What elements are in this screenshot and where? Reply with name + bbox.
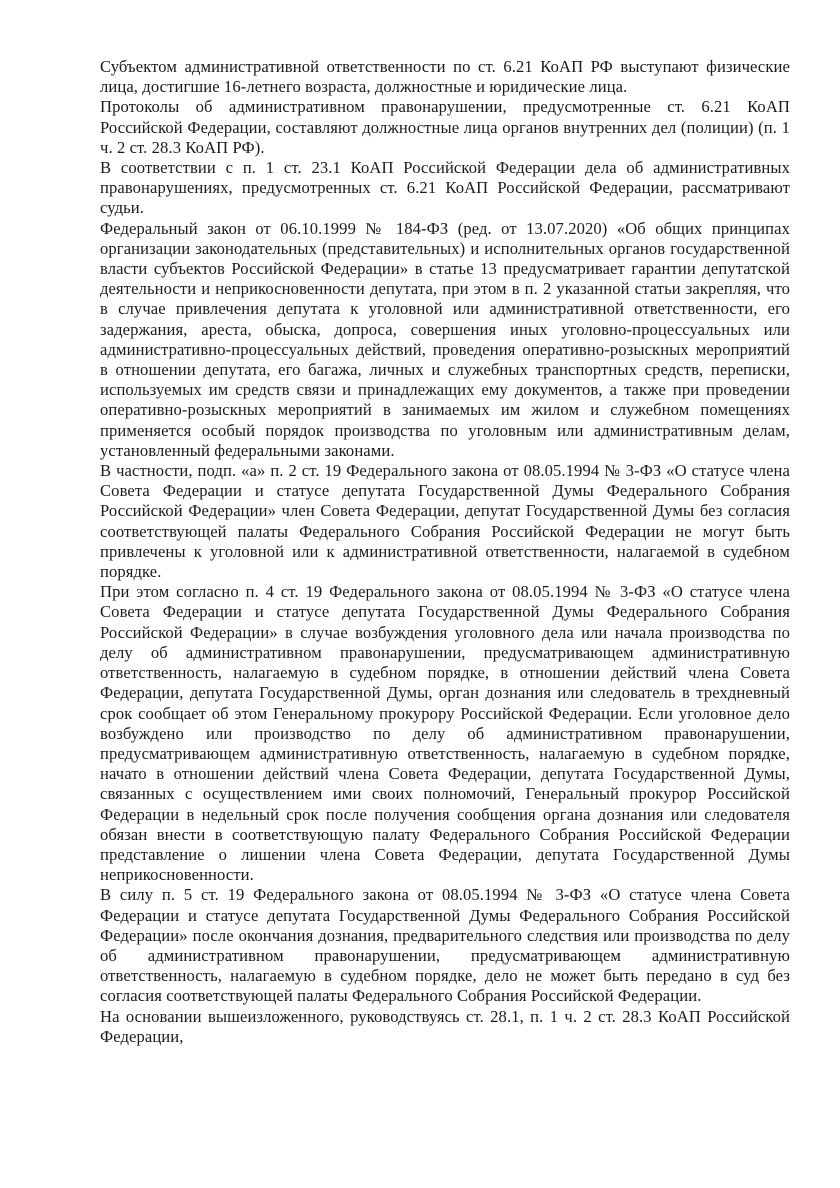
document-body (100, 57, 790, 1047)
paragraph-law-3-fz-p4-st19: При этом согласно п. 4 ст. 19 Федерального закона от 08.05.1994 № 3-ФЗ «О статусе члена Совета Федерации и статусе депутата Государственной Думы Федерального Собрания Российской Федерации» в случае возбуждения уголовного дела или начала производства по делу об административном правонарушении, предусматривающем административную ответственность, налагаемую в судебном порядке, в отношении действий члена Совета Федерации, депутата Государственной Думы, орган дознания или следователь в трехдневный срок сообщает об этом Генеральному прокурору Российской Федерации. Если уголовное дело возбуждено или производство по делу об административном правонарушении, предусматривающем административную ответственность, налагаемую в судебном порядке, начато в отношении действий члена Совета Федерации, депутата Государственной Думы, связанных с осуществлением ими своих полномочий, Генеральный прокурор Российской Федерации в недельный срок после получения сообщения органа дознания или следователя обязан внести в соответствующую палату Федерального Собрания Российской Федерации представление о лишении члена Совета Федерации, депутата Государственной Думы неприкосновенности. (100, 582, 790, 885)
paragraph-conclusion: На основании вышеизложенного, руководствуясь ст. 28.1, п. 1 ч. 2 ст. 28.3 КоАП Российской Федерации, (100, 1006, 790, 1046)
paragraph-jurisdiction-judges: В соответствии с п. 1 ст. 23.1 КоАП Российской Федерации дела об административных правонарушениях, предусмотренных ст. 6.21 КоАП Российской Федерации, рассматривают судьи. (100, 158, 790, 218)
paragraph-federal-law-184-fz: Федеральный закон от 06.10.1999 № 184-ФЗ (ред. от 13.07.2020) «Об общих принципах организации законодательных (представительных) и исполнительных органов государственной власти субъектов Российской Федерации» в статье 13 предусматривает гарантии депутатской деятельности и неприкосновенности депутата, при этом в п. 2 указанной статьи закрепляя, что в случае привлечения депутата к уголовной или административной ответственности, его задержания, ареста, обыска, допроса, совершения иных уголовно-процессуальных или административно-процессуальных действий, проведения оперативно-розыскных мероприятий в отношении депутата, его багажа, личных и служебных транспортных средств, переписки, используемых им средств связи и принадлежащих ему документов, а также при проведении оперативно-розыскных мероприятий в занимаемых им жилом и служебном помещениях применяется особый порядок производства по уголовным или административным делам, установленный федеральными законами. (100, 218, 790, 460)
paragraph-law-3-fz-subp-a-p2-st19: В частности, подп. «а» п. 2 ст. 19 Федерального закона от 08.05.1994 № 3-ФЗ «О статусе члена Совета Федерации и статусе депутата Государственной Думы Федерального Собрания Российской Федерации» член Совета Федерации, депутат Государственной Думы без согласия соответствующей палаты Федерального Собрания Российской Федерации не могут быть привлечены к уголовной или к административной ответственности, налагаемой в судебном порядке. (100, 461, 790, 582)
paragraph-law-3-fz-p5-st19: В силу п. 5 ст. 19 Федерального закона от 08.05.1994 № 3-ФЗ «О статусе члена Совета Федерации и статусе депутата Государственной Думы Федерального Собрания Российской Федерации» после окончания дознания, предварительного следствия или производства по делу об административном правонарушении, предусматривающем административную ответственность, налагаемую в судебном порядке, дело не может быть передано в суд без согласия соответствующей палаты Федерального Собрания Российской Федерации. (100, 885, 790, 1006)
paragraph-protocols: Протоколы об административном правонарушении, предусмотренные ст. 6.21 КоАП Российской Федерации, составляют должностные лица органов внутренних дел (полиции) (п. 1 ч. 2 ст. 28.3 КоАП РФ). (100, 97, 790, 157)
paragraph-subject-of-liability: Субъектом административной ответственности по ст. 6.21 КоАП РФ выступают физические лица, достигшие 16-летнего возраста, должностные и юридические лица. (100, 57, 790, 97)
